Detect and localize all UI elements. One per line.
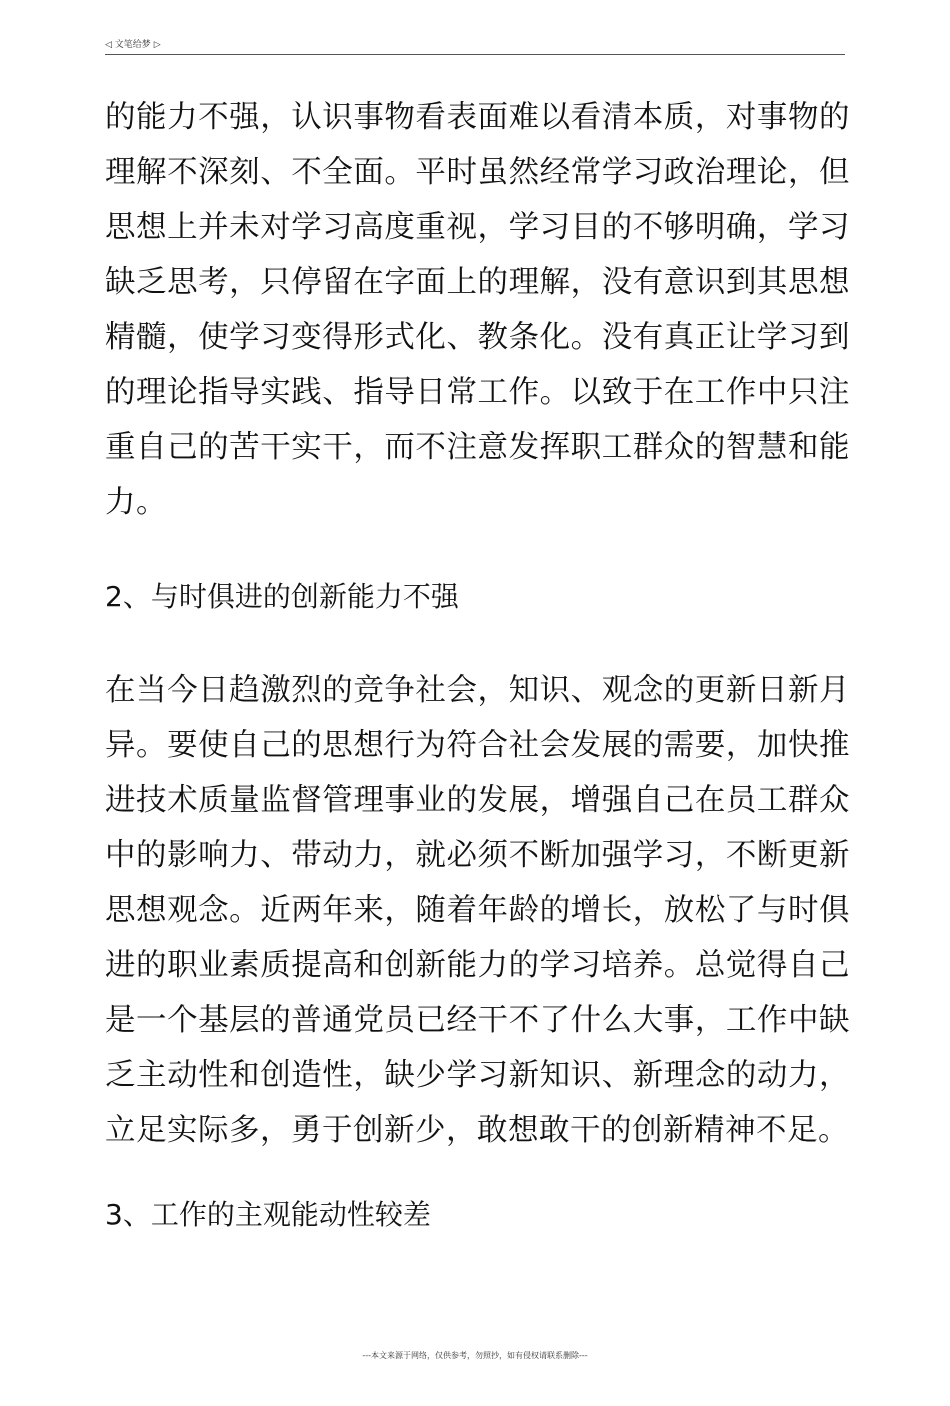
right-triangle-icon: ▷ [153, 40, 161, 50]
paragraph-1: 的能力不强，认识事物看表面难以看清本质，对事物的理解不深刻、不全面。平时虽然经常学习政治理论，但思想上并未对学习高度重视，学习目的不够明确，学习缺乏思考，只停留在字面上的理解，没有意识到其思想精髓，使学习变得形式化、教条化。没有真正让学习到的理论指导实践、指导日常工作。以致于在工作中只注重自己的苦干实干，而不注意发挥职工群众的智慧和能力。 [105, 100, 850, 520]
section-heading-3: 3、工作的主观能动性较差 [105, 1198, 431, 1231]
section-heading-2: 2、与时俱进的创新能力不强 [105, 580, 459, 613]
left-triangle-icon: ◁ [105, 40, 112, 50]
document-body [105, 90, 850, 1242]
page-footer: ---本文来源于网络，仅供参考，勿照抄，如有侵权请联系删除--- [362, 1351, 588, 1360]
page-header [105, 38, 845, 55]
header-title: 文笔给梦 [114, 40, 151, 50]
paragraph-2: 在当今日趋激烈的竞争社会，知识、观念的更新日新月异。要使自己的思想行为符合社会发展的需要，加快推进技术质量监督管理事业的发展，增强自己在员工群众中的影响力、带动力，就必须不断加强学习，不断更新思想观念。近两年来，随着年龄的增长，放松了与时俱进的职业素质提高和创新能力的学习培养。总觉得自己是一个基层的普通党员已经干不了什么大事，工作中缺乏主动性和创造性，缺少学习新知识、新理念的动力，立足实际多，勇于创新少，敢想敢干的创新精神不足。 [105, 673, 850, 1148]
